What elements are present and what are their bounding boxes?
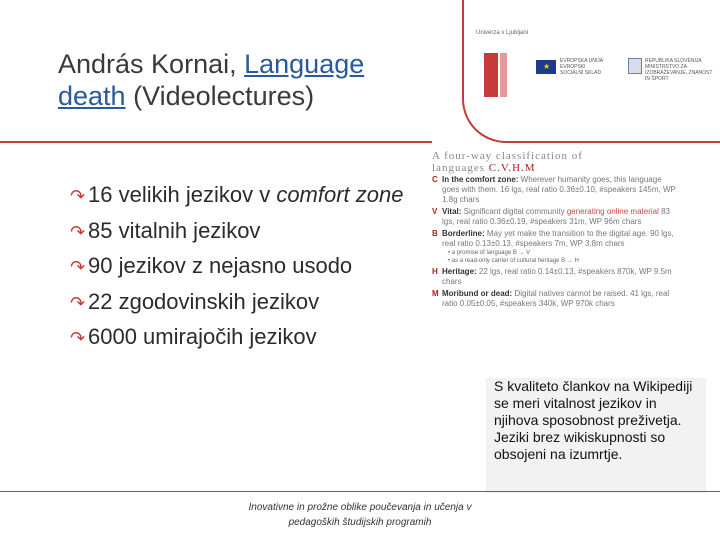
university-logo-mark bbox=[484, 53, 498, 97]
footer-text: Inovativne in prožne oblike poučevanja in učenja v pedagoških študijskih programih bbox=[248, 502, 472, 528]
bullet-item: ↷ 16 velikih jezikov v comfort zone bbox=[70, 180, 410, 211]
curved-arrow-icon: ↷ bbox=[70, 221, 86, 242]
bullet-item: ↷ 6000 umirajočih jezikov bbox=[70, 322, 410, 353]
university-label: Univerza v Ljubljani bbox=[476, 30, 529, 36]
ministry-logo-text: REPUBLIKA SLOVENIJA MINISTRSTVO ZA IZOBRAŽEVANJE, ZNANOST IN ŠPORT bbox=[645, 58, 713, 82]
bullet-list bbox=[70, 180, 410, 358]
institution-logos bbox=[462, 0, 720, 143]
curved-arrow-icon: ↷ bbox=[70, 186, 86, 206]
figure-row-b: B Borderline: May yet make the transition to the digital age. 90 lgs, real ratio 0.13±0.13, #speakers 7m, WP 3.8m chars bbox=[432, 229, 674, 248]
curved-arrow-icon: ↷ bbox=[70, 292, 86, 313]
figure-row-c: C In the comfort zone: Wherever humanity goes, this language goes with them. 16 lgs, real ratio 0.36±0.10, #speakers 145m, WP 1.8g chars bbox=[432, 175, 676, 204]
bullet-item: ↷ 22 zgodovinskih jezikov bbox=[70, 287, 410, 318]
title-text-before: András Kornai, bbox=[58, 49, 245, 79]
figure-title-line2: languages C.V.H.M bbox=[432, 162, 536, 174]
bullet-item: ↷ 90 jezikov z nejasno usodo bbox=[70, 251, 410, 282]
footer-divider bbox=[0, 491, 720, 492]
slovenia-crest-icon bbox=[628, 58, 642, 74]
classification-figure bbox=[432, 150, 680, 350]
figure-subitem: • a promise of language B → V bbox=[448, 250, 531, 256]
eu-flag-icon: ★ bbox=[536, 60, 556, 74]
curved-arrow-icon: ↷ bbox=[70, 257, 86, 278]
caption-text: S kvaliteto člankov na Wikipediji se meri vitalnost jezikov in njihova sposobnost preživetja. Jeziki brez wikiskupnosti so obsojeni na izumrtje. bbox=[494, 378, 693, 462]
figure-row-v: V Vital: Significant digital community generating online material 83 lgs, real ratio 0.36±0.19, #speakers 31m, WP 96m chars bbox=[432, 207, 670, 226]
eu-logo-text: EVROPSKA UNIJA EVROPSKI SOCIALNI SKLAD bbox=[560, 58, 603, 76]
caption-box bbox=[486, 378, 706, 493]
figure-subitem: • as a read-only carrier of cultural heritage B → H bbox=[448, 258, 579, 264]
university-logo-mark-secondary bbox=[500, 53, 507, 97]
language-death-link[interactable]: Language death bbox=[58, 49, 365, 111]
bullet-item: ↷ 85 vitalnih jezikov bbox=[70, 216, 410, 247]
figure-row-h: H Heritage: 22 lgs, real ratio 0.14±0.13, #speakers 870k, WP 9.5m chars bbox=[432, 267, 672, 286]
figure-row-m: M Moribund or dead: Digital natives cannot be raised. 41 lgs, real ratio 0.05±0.05, #speakers 340k, WP 970k chars bbox=[432, 289, 670, 308]
title-divider bbox=[0, 141, 432, 143]
slide-title bbox=[58, 48, 418, 112]
figure-title-line1: A four-way classification of bbox=[432, 150, 583, 162]
curved-arrow-icon: ↷ bbox=[70, 328, 86, 349]
title-text-after: (Videolectures) bbox=[125, 81, 315, 111]
